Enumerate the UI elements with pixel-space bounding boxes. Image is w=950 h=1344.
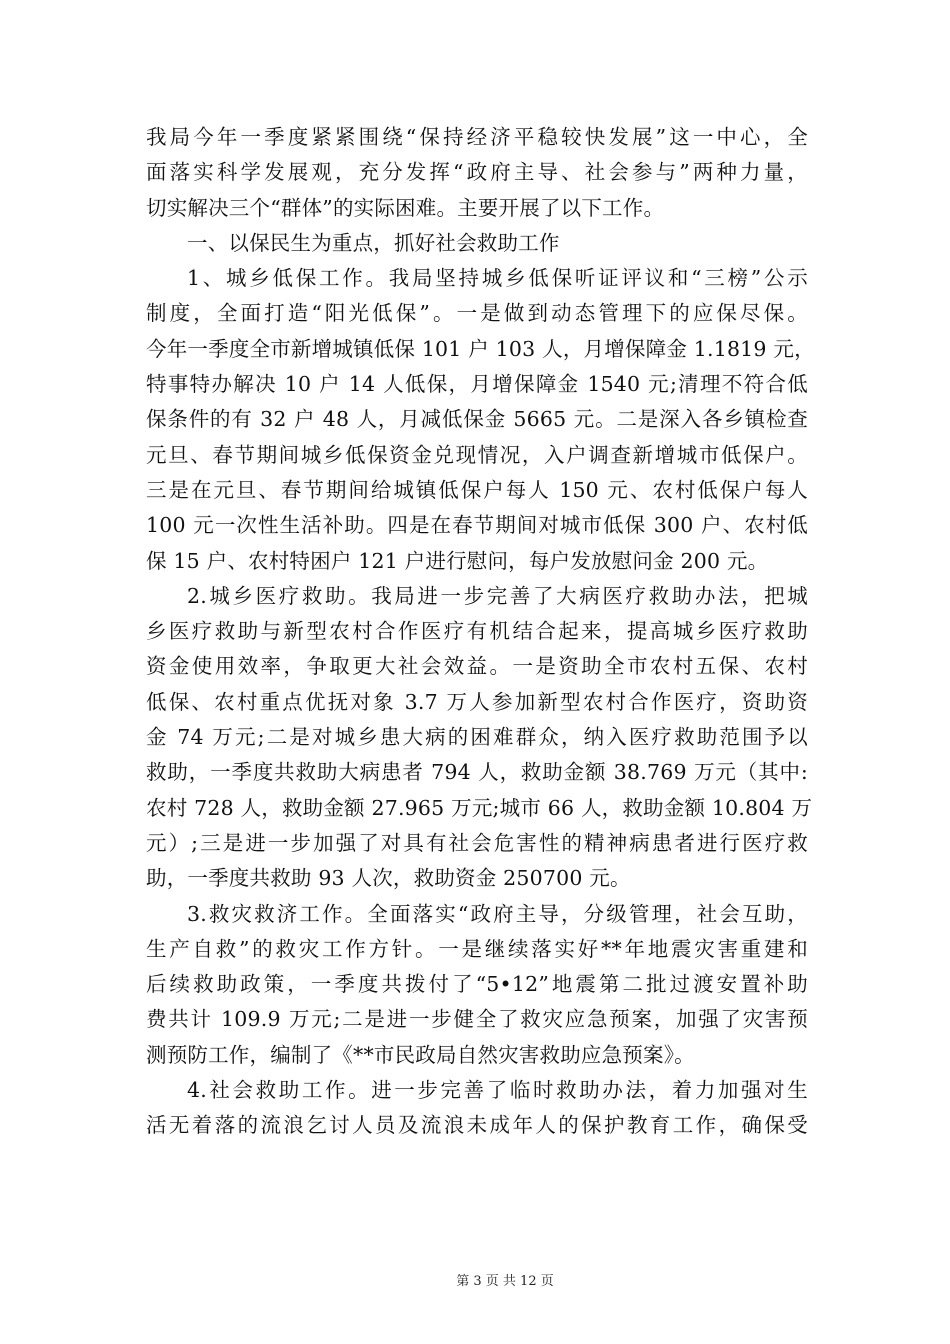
text-line: 低保、农村重点优抚对象 3.7 万人参加新型农村合作医疗，资助资 <box>146 689 808 714</box>
text-line: 今年一季度全市新增城镇低保 101 户 103 人，月增保障金 1.1819 元， <box>146 336 815 361</box>
text-line: 测预防工作，编制了《**市民政局自然灾害救助应急预案》。 <box>146 1042 695 1067</box>
text-line: 元）;三是进一步加强了对具有社会危害性的精神病患者进行医疗救 <box>146 830 808 855</box>
document-body <box>146 120 815 1144</box>
text-line: 面落实科学发展观，充分发挥“政府主导、社会参与”两种力量， <box>146 160 808 185</box>
text-line: 救助，一季度共救助大病患者 794 人，救助金额 38.769 万元（其中: <box>146 760 808 785</box>
text-line: 资金使用效率，争取更大社会效益。一是资助全市农村五保、农村 <box>146 654 808 679</box>
text-line: 元旦、春节期间城乡低保资金兑现情况，入户调查新增城市低保户。 <box>146 442 808 467</box>
text-line: 三是在元旦、春节期间给城镇低保户每人 150 元、农村低保户每人 <box>146 477 808 502</box>
text-line: 活无着落的流浪乞讨人员及流浪未成年人的保护教育工作，确保受 <box>146 1113 808 1138</box>
text-line: 1、城乡低保工作。我局坚持城乡低保听证评议和“三榜”公示 <box>187 266 808 291</box>
text-line: 一、以保民生为重点，抓好社会救助工作 <box>187 230 560 255</box>
text-line: 特事特办解决 10 户 14 人低保，月增保障金 1540 元;清理不符合低 <box>146 372 808 397</box>
text-line: 金 74 万元;二是对城乡患大病的困难群众，纳入医疗救助范围予以 <box>146 725 808 750</box>
text-line: 农村 728 人，救助金额 27.965 万元;城市 66 人，救助金额 10.804 万 <box>146 795 813 820</box>
text-line: 费共计 109.9 万元;二是进一步健全了救灾应急预案，加强了灾害预 <box>146 1007 808 1032</box>
text-line: 我局今年一季度紧紧围绕“保持经济平稳较快发展”这一中心，全 <box>146 125 808 149</box>
page-number-footer: 第 3 页 共 12 页 <box>456 1274 554 1289</box>
text-line: 4.社会救助工作。进一步完善了临时救助办法，着力加强对生 <box>187 1078 808 1103</box>
text-line: 2.城乡医疗救助。我局进一步完善了大病医疗救助办法，把城 <box>187 583 808 608</box>
text-line: 后续救助政策，一季度共拨付了“5•12”地震第二批过渡安置补助 <box>146 972 808 997</box>
text-line: 3.救灾救济工作。全面落实“政府主导，分级管理，社会互助， <box>187 901 808 926</box>
text-line: 制度，全面打造“阳光低保”。一是做到动态管理下的应保尽保。 <box>146 301 808 326</box>
text-line: 100 元一次性生活补助。四是在春节期间对城市低保 300 户、农村低 <box>146 513 808 538</box>
text-line: 助，一季度共救助 93 人次，救助资金 250700 元。 <box>146 866 631 891</box>
text-line: 保条件的有 32 户 48 人，月减低保金 5665 元。二是深入各乡镇检查 <box>146 407 808 432</box>
text-line: 切实解决三个“群体”的实际困难。主要开展了以下工作。 <box>146 195 665 220</box>
text-line: 保 15 户、农村特困户 121 户进行慰问，每户发放慰问金 200 元。 <box>146 548 769 573</box>
text-line: 乡医疗救助与新型农村合作医疗有机结合起来，提高城乡医疗救助 <box>146 619 808 644</box>
text-line: 生产自救”的救灾工作方针。一是继续落实好**年地震灾害重建和 <box>146 936 808 961</box>
